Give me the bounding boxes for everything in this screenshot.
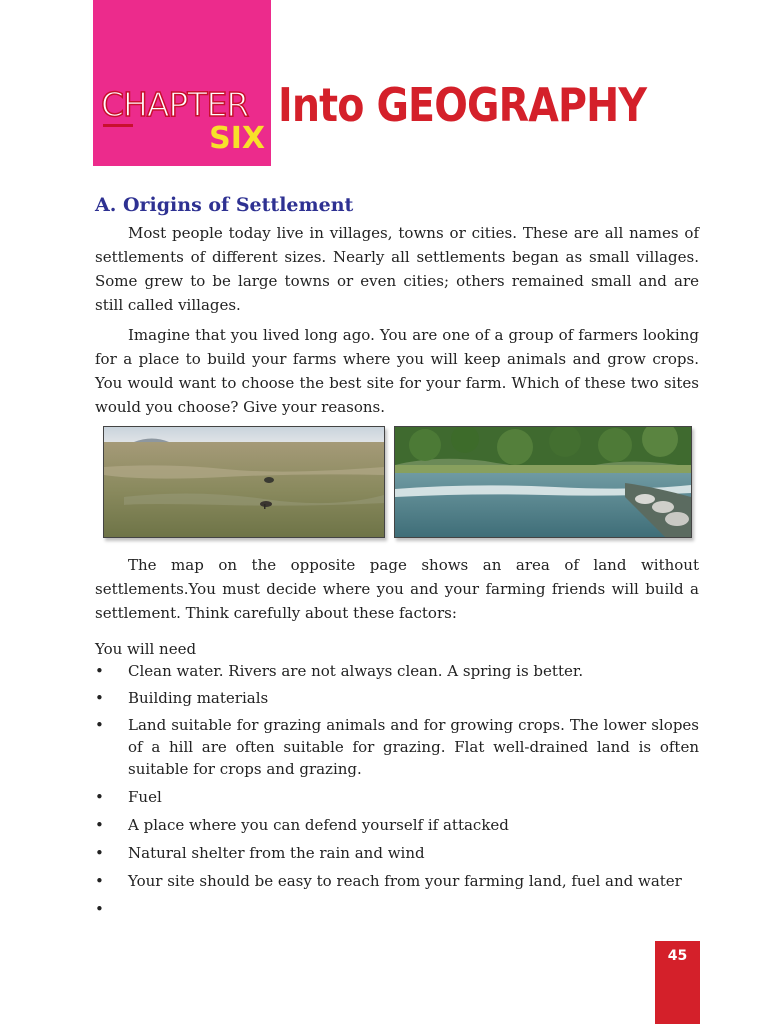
bullet-icon: • xyxy=(95,844,104,862)
bullet-icon: • xyxy=(95,788,104,806)
bullet-icon: • xyxy=(95,872,104,890)
list-item xyxy=(95,842,699,864)
list-item xyxy=(95,687,699,709)
river-photo xyxy=(394,426,692,538)
list-item-text: Your site should be easy to reach from your farming land, fuel and water xyxy=(128,872,682,890)
chapter-badge xyxy=(93,0,271,166)
list-item-text: Building materials xyxy=(128,689,269,707)
bullet-icon: • xyxy=(95,662,104,680)
paragraph-map: The map on the opposite page shows an area of land without settlements.You must decide where you and your farming friends will build a settlement. Think carefully about these factors: xyxy=(95,556,699,622)
list-item xyxy=(95,814,699,836)
list-item-text: Fuel xyxy=(128,788,162,806)
bullet-icon: • xyxy=(95,900,104,918)
bullet-icon: • xyxy=(95,689,104,707)
list-item xyxy=(95,714,699,780)
bullet-icon: • xyxy=(95,816,104,834)
chapter-number: SIX xyxy=(209,121,265,156)
paragraph-settlements: Most people today live in villages, towns or cities. These are all names of settlements of different sizes. Nearly all settlements began as small villages. Some grew to be large towns or even cities; others remained small and are still called villages. xyxy=(95,224,699,314)
page-number-tab xyxy=(655,941,700,1024)
chapter-underline-decoration xyxy=(103,124,133,127)
paragraph-imagine: Imagine that you lived long ago. You are one of a group of farmers looking for a place to build your farms where you will keep animals and grow crops. You would want to choose the best site for your farm. Which of these two sites would you choose? Give your reasons. xyxy=(95,326,699,416)
list-item xyxy=(95,786,699,808)
page-number: 45 xyxy=(667,948,688,964)
needs-label: You will need xyxy=(95,640,197,658)
chapter-title: Into GEOGRAPHY xyxy=(278,78,647,132)
list-item-text: A place where you can defend yourself if attacked xyxy=(128,816,509,834)
bullet-icon: • xyxy=(95,716,104,734)
list-item-text: Clean water. Rivers are not always clean. A spring is better. xyxy=(128,662,584,680)
section-heading: A. Origins of Settlement xyxy=(95,194,354,216)
needs-list xyxy=(95,660,699,918)
chapter-label: CHAPTER xyxy=(101,85,249,124)
list-item-text: Land suitable for grazing animals and for growing crops. The lower slopes of a hill are often suitable for grazing. Flat well-drained land is often suitable for crops and grazing. xyxy=(128,716,699,778)
list-item-text: Natural shelter from the rain and wind xyxy=(128,844,425,862)
grassland-photo xyxy=(103,426,385,538)
list-item xyxy=(95,870,699,892)
list-item xyxy=(95,660,699,682)
